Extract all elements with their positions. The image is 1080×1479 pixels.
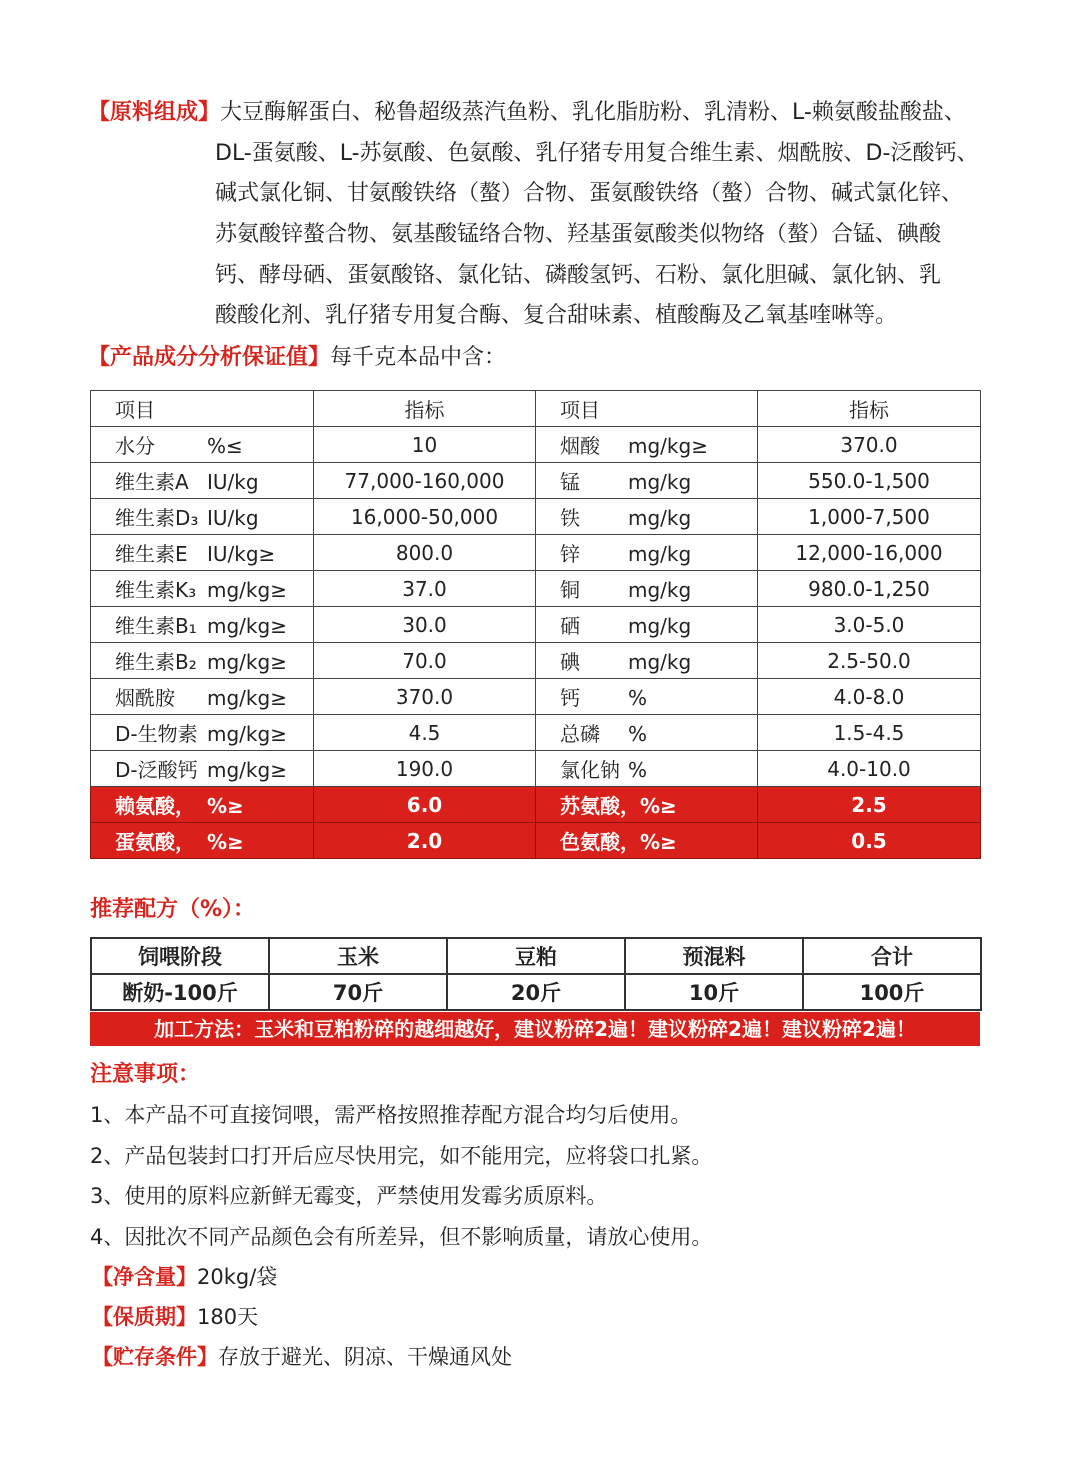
table-cell bbox=[314, 499, 536, 535]
guarantee-subtitle: 每千克本品中含： bbox=[330, 345, 507, 370]
item-value: 550.0-1,500 bbox=[808, 468, 930, 493]
guarantee-label: 【产品成分分析保证值】 bbox=[88, 345, 331, 370]
table-cell bbox=[758, 823, 981, 859]
table-header-cell: 指标 bbox=[758, 391, 981, 427]
ingredients-line: 钙、酵母硒、蛋氨酸铬、氯化钴、磷酸氢钙、石粉、氯化胆碱、氯化钠、乳 bbox=[215, 262, 942, 288]
item-unit: %≤ bbox=[207, 434, 243, 458]
item-value: 30.0 bbox=[402, 612, 447, 637]
item-value: 2.5 bbox=[851, 792, 887, 817]
ingredients-line: 苏氨酸锌螯合物、氨基酸锰络合物、羟基蛋氨酸类似物络（螯）合锰、碘酸 bbox=[215, 222, 942, 248]
item-value: 4.0-10.0 bbox=[827, 756, 911, 781]
item-name: 维生素B₂ bbox=[115, 650, 197, 674]
item-value: 77,000-160,000 bbox=[344, 468, 505, 493]
recipe-row bbox=[91, 974, 981, 1010]
table-cell bbox=[91, 715, 314, 751]
recipe-cell: 10斤 bbox=[625, 974, 803, 1010]
ingredients-line: 碱式氯化铜、甘氨酸铁络（螯）合物、蛋氨酸铁络（螯）合物、碱式氯化锌、 bbox=[215, 181, 964, 207]
item-value: 370.0 bbox=[395, 684, 454, 709]
item-unit: mg/kg bbox=[628, 470, 692, 494]
net-content-label: 【净含量】 bbox=[92, 1265, 197, 1289]
item-value: 2.0 bbox=[406, 828, 443, 853]
table-row bbox=[91, 643, 981, 679]
shelf-life-value: 180天 bbox=[197, 1305, 259, 1329]
recipe-table bbox=[90, 937, 982, 1011]
table-cell bbox=[314, 751, 536, 787]
table-cell bbox=[314, 787, 536, 823]
item-value: 3.0-5.0 bbox=[833, 612, 905, 637]
table-cell bbox=[314, 463, 536, 499]
guarantee-heading bbox=[88, 340, 506, 376]
item-unit: mg/kg≥ bbox=[207, 758, 287, 782]
item-name: 赖氨酸， bbox=[115, 794, 195, 818]
table-cell bbox=[314, 535, 536, 571]
item-name: 维生素K₃ bbox=[115, 578, 197, 602]
table-header-cell: 项目 bbox=[536, 391, 758, 427]
table-cell bbox=[91, 535, 314, 571]
recipe-title: 推荐配方（%）： bbox=[90, 897, 256, 922]
item-value: 70.0 bbox=[402, 648, 447, 673]
ingredients-label: 【原料组成】 bbox=[88, 100, 221, 125]
ingredients-line bbox=[88, 93, 998, 134]
table-row bbox=[91, 427, 981, 463]
table-row-highlight bbox=[91, 823, 981, 859]
recipe-header-cell: 玉米 bbox=[269, 938, 447, 974]
table-cell bbox=[91, 643, 314, 679]
shelf-life-label: 【保质期】 bbox=[92, 1305, 197, 1329]
item-name: 碘 bbox=[560, 650, 580, 674]
item-unit: %≥ bbox=[640, 830, 677, 854]
item-unit: mg/kg bbox=[628, 614, 692, 638]
table-cell bbox=[314, 715, 536, 751]
item-name: 铁 bbox=[560, 506, 580, 530]
table-cell bbox=[91, 427, 314, 463]
table-row bbox=[91, 463, 981, 499]
table-cell bbox=[536, 427, 758, 463]
table-header-cell: 项目 bbox=[91, 391, 314, 427]
table-cell bbox=[314, 427, 536, 463]
recipe-cell: 20斤 bbox=[447, 974, 625, 1010]
ingredients-text: 大豆酶解蛋白、秘鲁超级蒸汽鱼粉、乳化脂肪粉、乳清粉、L-赖氨酸盐酸盐、 bbox=[220, 100, 966, 125]
table-cell bbox=[91, 823, 314, 859]
item-name: 蛋氨酸， bbox=[115, 830, 195, 854]
table-cell bbox=[91, 499, 314, 535]
item-name: 总磷 bbox=[560, 722, 600, 746]
table-cell bbox=[536, 679, 758, 715]
item-unit: % bbox=[628, 722, 648, 746]
table-row bbox=[91, 751, 981, 787]
item-value: 12,000-16,000 bbox=[795, 540, 943, 565]
table-row-highlight bbox=[91, 787, 981, 823]
storage-value: 存放于避光、阴凉、干燥通风处 bbox=[218, 1345, 512, 1369]
item-value: 800.0 bbox=[395, 540, 454, 565]
net-content bbox=[92, 1257, 992, 1297]
table-cell bbox=[758, 499, 981, 535]
recipe-header-row bbox=[91, 938, 981, 974]
item-value: 2.5-50.0 bbox=[827, 648, 911, 673]
recipe-header-cell: 饲喂阶段 bbox=[91, 938, 269, 974]
item-value: 1.5-4.5 bbox=[833, 720, 905, 745]
net-content-value: 20kg/袋 bbox=[197, 1265, 278, 1289]
item-name: 氯化钠 bbox=[560, 758, 620, 782]
item-unit: mg/kg bbox=[628, 506, 692, 530]
note-item: 2、产品包装封口打开后应尽快用完，如不能用完，应将袋口扎紧。 bbox=[90, 1143, 713, 1168]
item-value: 980.0-1,250 bbox=[808, 576, 930, 601]
table-row bbox=[91, 499, 981, 535]
table-cell bbox=[314, 607, 536, 643]
table-cell bbox=[536, 751, 758, 787]
table-cell bbox=[314, 571, 536, 607]
item-value: 190.0 bbox=[395, 756, 454, 781]
item-value: 4.5 bbox=[408, 720, 441, 745]
item-name: 锌 bbox=[560, 542, 580, 566]
table-row bbox=[91, 679, 981, 715]
note-item: 4、因批次不同产品颜色会有所差异，但不影响质量，请放心使用。 bbox=[90, 1225, 713, 1250]
table-cell bbox=[314, 643, 536, 679]
item-name: 色氨酸， bbox=[560, 830, 640, 854]
table-row bbox=[91, 571, 981, 607]
table-cell bbox=[758, 535, 981, 571]
notes-title: 注意事项： bbox=[90, 1062, 201, 1087]
item-value: 4.0-8.0 bbox=[833, 684, 905, 709]
note-item: 1、本产品不可直接饲喂，需严格按照推荐配方混合均匀后使用。 bbox=[90, 1103, 692, 1127]
item-name: 维生素E bbox=[115, 542, 188, 566]
notes-list bbox=[90, 1095, 990, 1258]
item-value: 6.0 bbox=[406, 792, 443, 817]
table-cell bbox=[758, 679, 981, 715]
ingredients-line: DL-蛋氨酸、L-苏氨酸、色氨酸、乳仔猪专用复合维生素、烟酰胺、D-泛酸钙、 bbox=[215, 140, 979, 166]
table-row bbox=[91, 535, 981, 571]
item-unit: mg/kg≥ bbox=[207, 614, 287, 638]
item-name: D-生物素 bbox=[115, 722, 198, 746]
table-cell bbox=[91, 679, 314, 715]
item-unit: IU/kg bbox=[207, 470, 259, 494]
item-unit: mg/kg≥ bbox=[207, 722, 287, 746]
table-cell bbox=[536, 607, 758, 643]
storage-conditions bbox=[92, 1337, 992, 1377]
item-unit: mg/kg bbox=[628, 578, 692, 602]
item-unit: %≥ bbox=[207, 830, 244, 854]
ingredients-section bbox=[88, 93, 998, 337]
item-name: 水分 bbox=[115, 434, 155, 458]
table-cell bbox=[536, 535, 758, 571]
item-unit: mg/kg≥ bbox=[628, 434, 708, 458]
item-unit: mg/kg bbox=[628, 650, 692, 674]
item-name: 铜 bbox=[560, 578, 580, 602]
storage-label: 【贮存条件】 bbox=[92, 1345, 218, 1369]
table-cell bbox=[758, 463, 981, 499]
item-unit: mg/kg≥ bbox=[207, 578, 287, 602]
item-value: 1,000-7,500 bbox=[808, 504, 930, 529]
table-cell bbox=[758, 643, 981, 679]
table-cell bbox=[91, 751, 314, 787]
table-cell bbox=[91, 571, 314, 607]
table-cell bbox=[91, 607, 314, 643]
table-cell bbox=[536, 823, 758, 859]
item-unit: IU/kg≥ bbox=[207, 542, 276, 566]
shelf-life bbox=[92, 1297, 992, 1337]
table-cell bbox=[758, 571, 981, 607]
recipe-cell: 70斤 bbox=[269, 974, 447, 1010]
table-cell bbox=[314, 823, 536, 859]
recipe-cell: 断奶-100斤 bbox=[91, 974, 269, 1010]
recipe-header-cell: 合计 bbox=[803, 938, 981, 974]
table-cell bbox=[758, 787, 981, 823]
item-value: 10 bbox=[411, 432, 438, 457]
item-name: 苏氨酸， bbox=[560, 794, 640, 818]
item-name: 烟酸 bbox=[560, 434, 600, 458]
table-header-row bbox=[91, 391, 981, 427]
item-name: 钙 bbox=[560, 686, 580, 710]
item-value: 0.5 bbox=[851, 828, 887, 853]
item-name: 维生素B₁ bbox=[115, 614, 197, 638]
table-cell bbox=[536, 499, 758, 535]
table-cell bbox=[536, 643, 758, 679]
table-cell bbox=[536, 715, 758, 751]
item-name: 烟酰胺 bbox=[115, 686, 175, 710]
table-cell bbox=[758, 607, 981, 643]
recipe-cell: 100斤 bbox=[803, 974, 981, 1010]
ingredients-line: 酸酸化剂、乳仔猪专用复合酶、复合甜味素、植酸酶及乙氧基喹啉等。 bbox=[215, 303, 898, 329]
table-cell bbox=[536, 571, 758, 607]
item-value: 370.0 bbox=[840, 432, 898, 457]
item-name: 硒 bbox=[560, 614, 580, 638]
table-cell bbox=[758, 427, 981, 463]
table-row bbox=[91, 607, 981, 643]
table-cell bbox=[314, 679, 536, 715]
item-unit: mg/kg bbox=[628, 542, 692, 566]
table-cell bbox=[758, 715, 981, 751]
table-cell bbox=[91, 463, 314, 499]
processing-method-bar: 加工方法：玉米和豆粕粉碎的越细越好，建议粉碎2遍！建议粉碎2遍！建议粉碎2遍！ bbox=[90, 1012, 980, 1046]
item-unit: mg/kg≥ bbox=[207, 650, 287, 674]
analysis-table bbox=[90, 390, 981, 859]
recipe-header-cell: 预混料 bbox=[625, 938, 803, 974]
recipe-header-cell: 豆粕 bbox=[447, 938, 625, 974]
item-unit: IU/kg bbox=[207, 506, 259, 530]
table-header-cell: 指标 bbox=[314, 391, 536, 427]
item-unit: %≥ bbox=[640, 794, 677, 818]
item-value: 37.0 bbox=[402, 576, 447, 601]
item-name: 锰 bbox=[560, 470, 580, 494]
item-name: 维生素D₃ bbox=[115, 506, 199, 530]
item-unit: %≥ bbox=[207, 794, 244, 818]
table-cell bbox=[91, 787, 314, 823]
item-unit: % bbox=[628, 686, 648, 710]
item-name: 维生素A bbox=[115, 470, 189, 494]
item-unit: mg/kg≥ bbox=[207, 686, 287, 710]
table-cell bbox=[758, 751, 981, 787]
item-value: 16,000-50,000 bbox=[350, 504, 499, 529]
table-cell bbox=[536, 463, 758, 499]
item-unit: % bbox=[628, 758, 648, 782]
note-item: 3、使用的原料应新鲜无霉变，严禁使用发霉劣质原料。 bbox=[90, 1184, 608, 1209]
table-cell bbox=[536, 787, 758, 823]
item-name: D-泛酸钙 bbox=[115, 758, 198, 782]
table-row bbox=[91, 715, 981, 751]
